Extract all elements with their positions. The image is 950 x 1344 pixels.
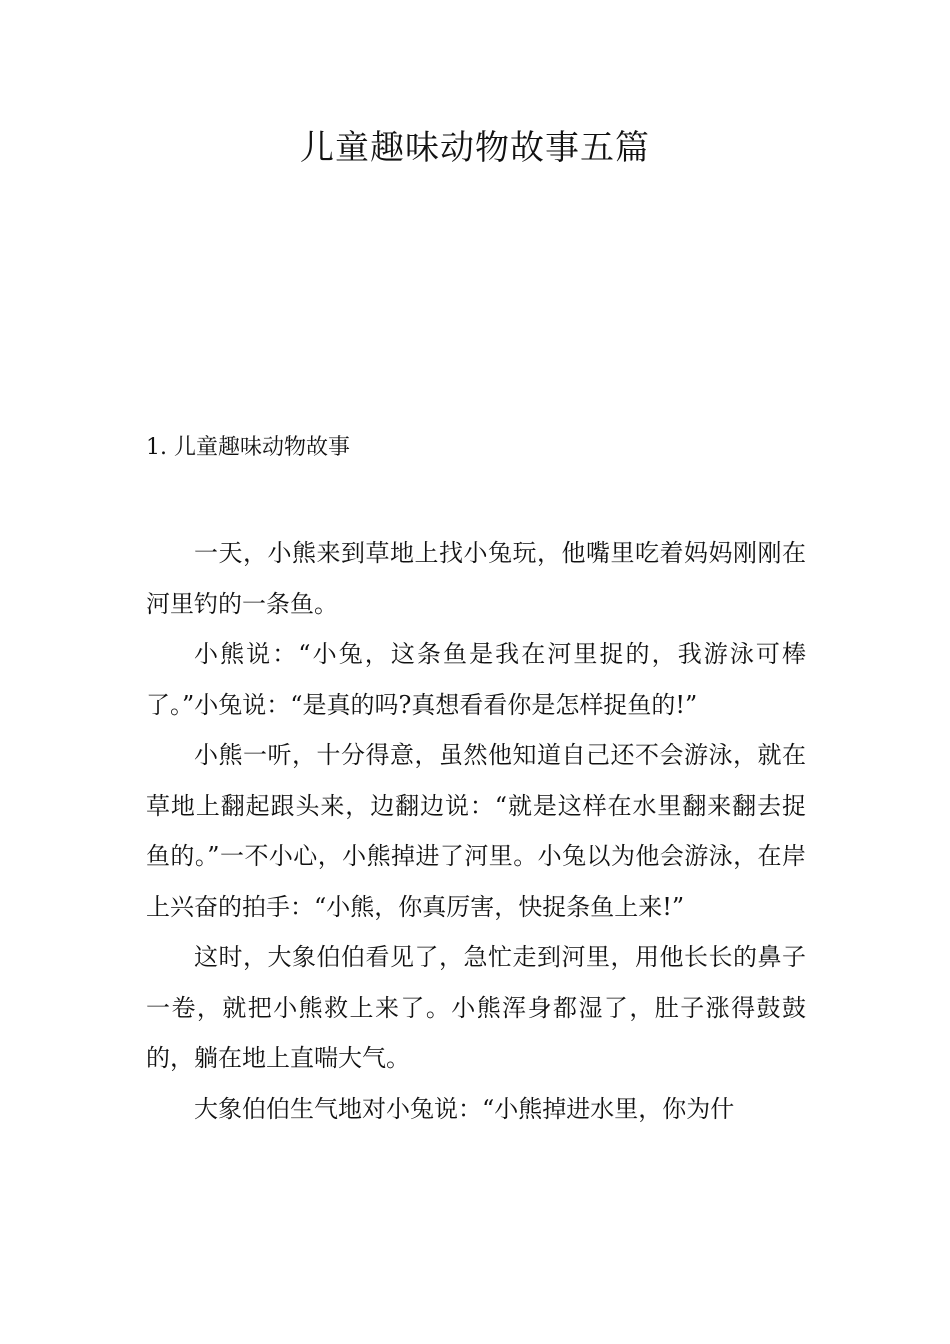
paragraph-4: 这时，大象伯伯看见了，急忙走到河里，用他长长的鼻子一卷，就把小熊救上来了。小熊浑身都湿了，肚子涨得鼓鼓的，躺在地上直喘大气。 [146,943,806,1072]
paragraph-5: 大象伯伯生气地对小兔说：“小熊掉进水里，你为什 [194,1094,735,1123]
document-title: 儿童趣味动物故事五篇 [300,128,650,168]
paragraph-2: 小熊说：“小兔，这条鱼是我在河里捉的，我游泳可棒了。”小兔说：“是真的吗?真想看看你是怎样捉鱼的!” [146,640,806,719]
section-heading: 1. 儿童趣味动物故事 [146,435,350,460]
paragraph-3: 小熊一听，十分得意，虽然他知道自己还不会游泳，就在草地上翻起跟头来，边翻边说：“就是这样在水里翻来翻去捉鱼的。”一不小心，小熊掉进了河里。小兔以为他会游泳，在岸上兴奋的拍手：“小熊，你真厉害，快捉条鱼上来!” [146,741,806,921]
story-body [146,528,806,1134]
paragraph-1: 一天，小熊来到草地上找小兔玩，他嘴里吃着妈妈刚刚在河里钓的一条鱼。 [146,539,806,618]
